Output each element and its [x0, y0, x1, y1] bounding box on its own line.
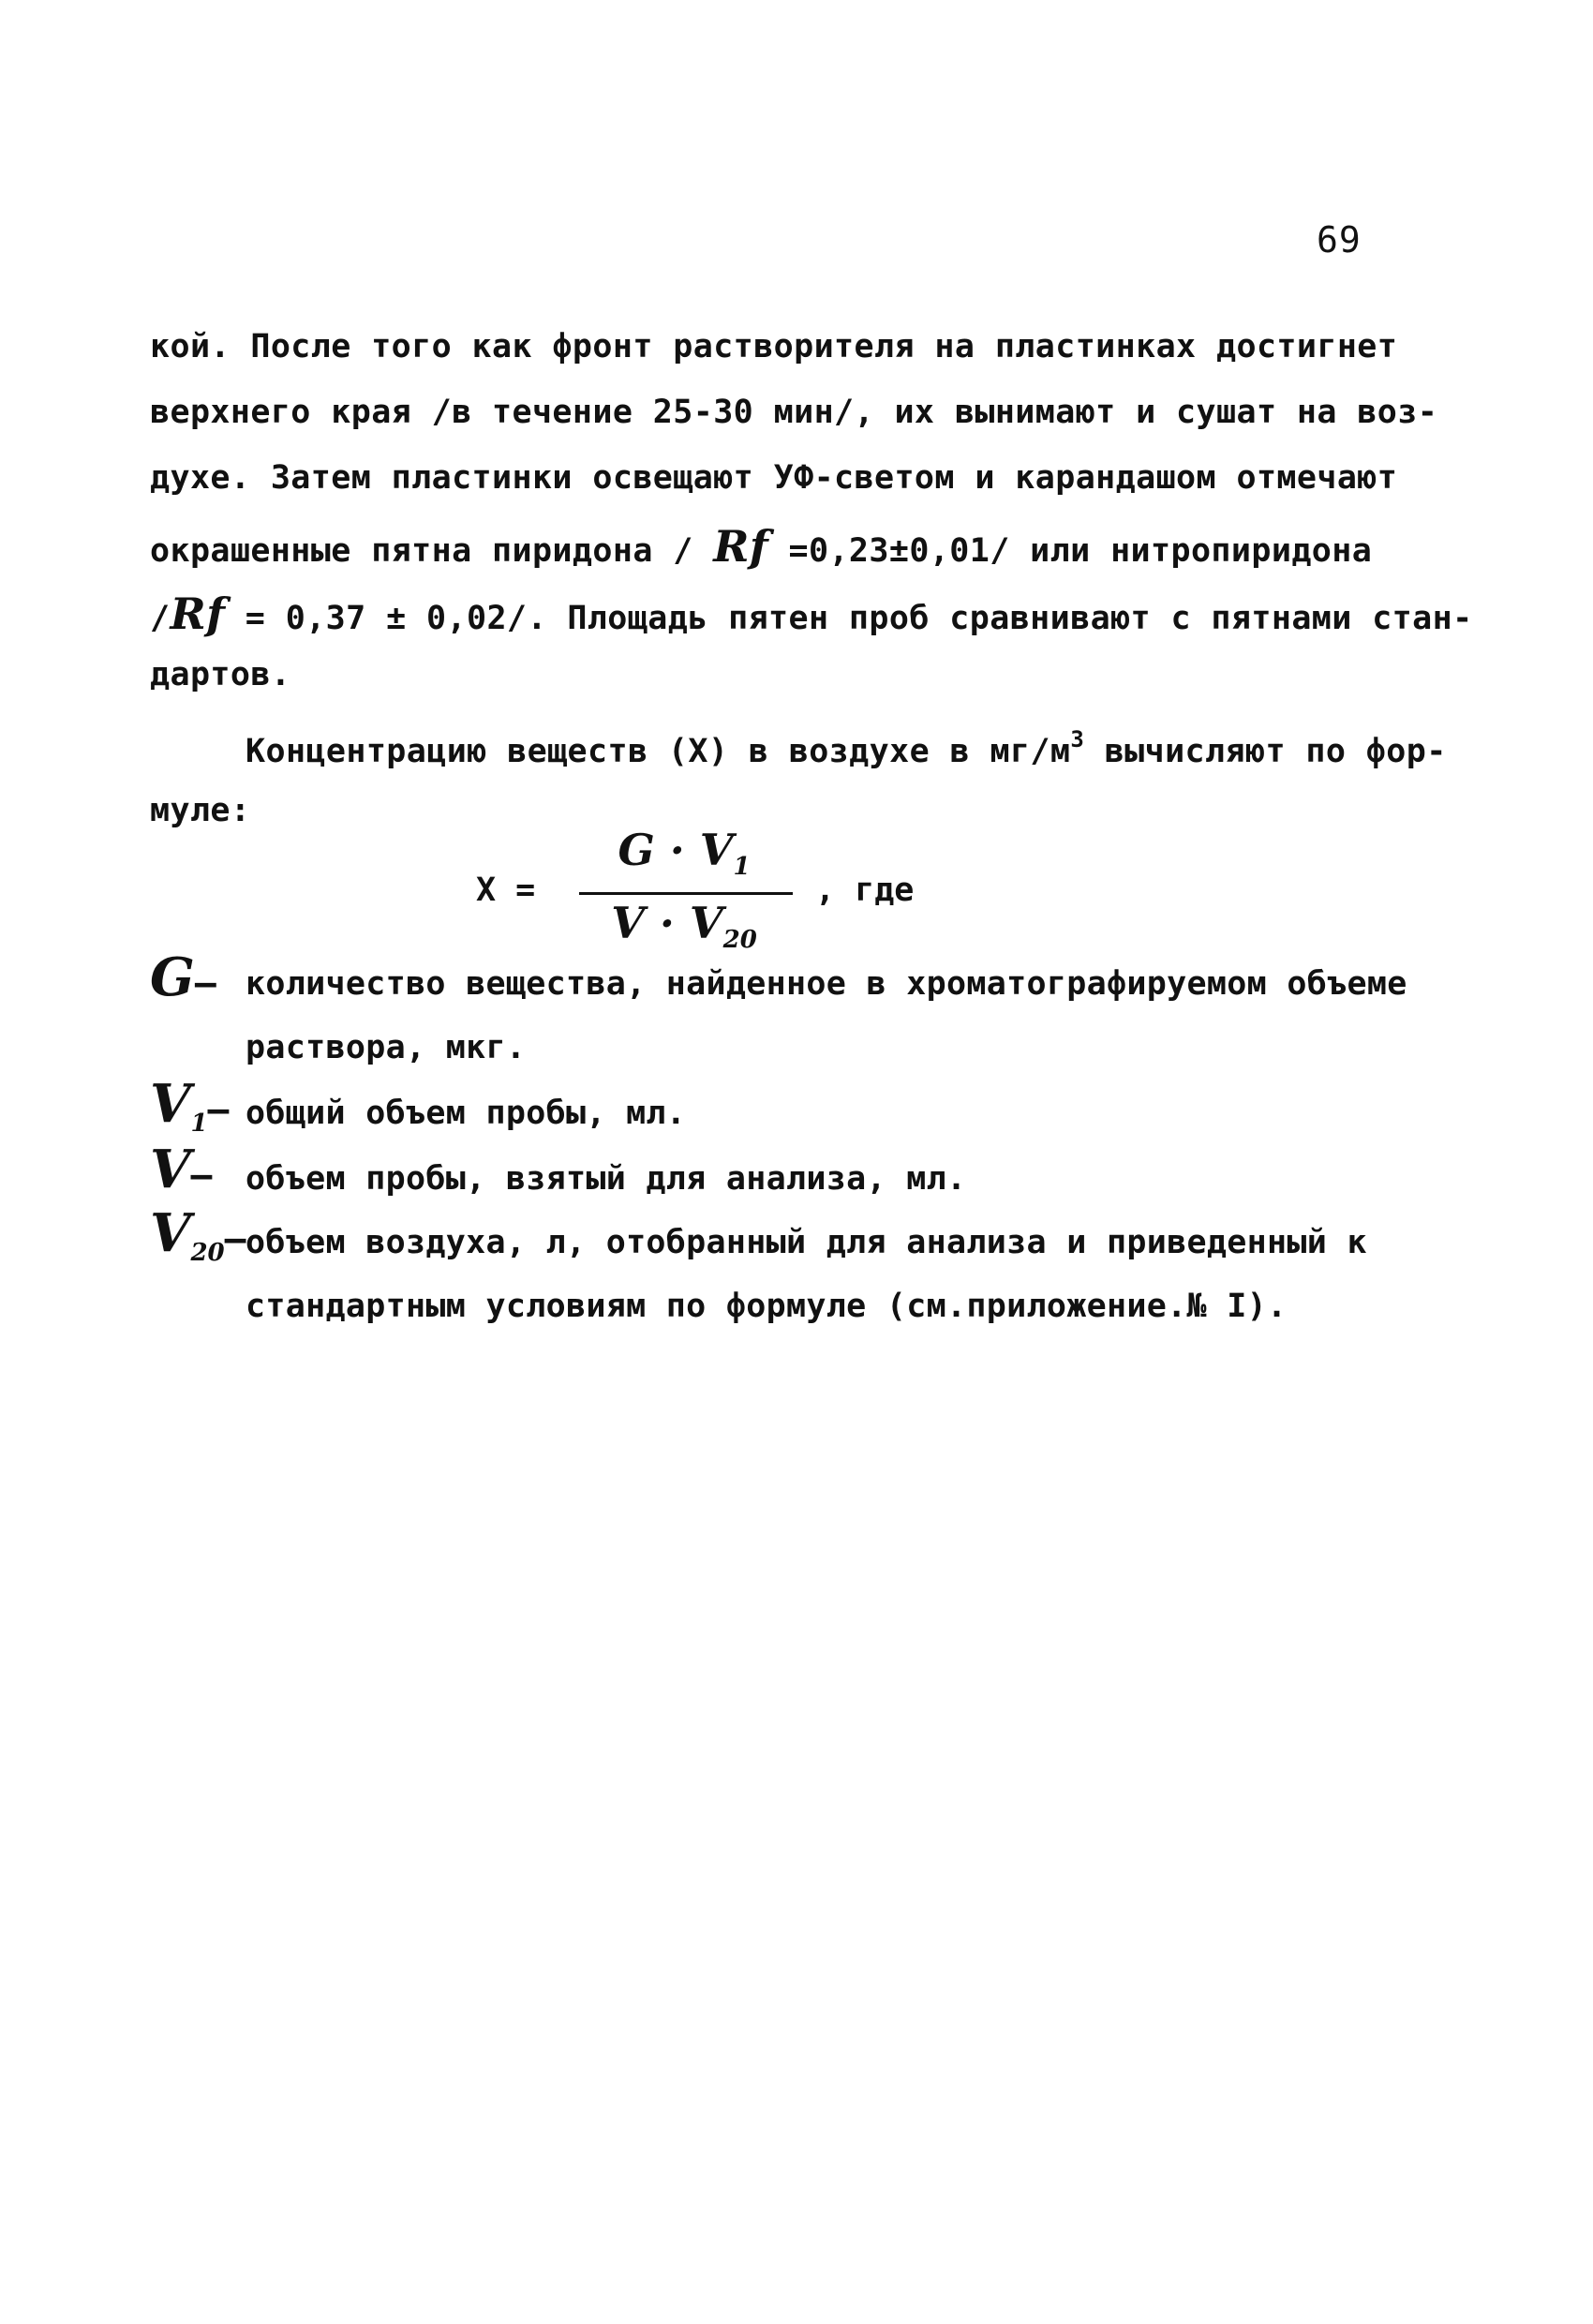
- definition-g-line1: количество вещества, найденное в хроматографируемом объеме: [246, 965, 1407, 1003]
- paragraph1-line4-pre: окрашенные пятна пиридона /: [150, 532, 714, 570]
- formula-numerator-main: G · V: [618, 825, 734, 875]
- definition-v1-line1: общий объем пробы, мл.: [246, 1095, 687, 1132]
- formula-denominator-sub: 20: [722, 926, 757, 954]
- paragraph1-line4-post: =0,23±0,01/ или нитропиридона: [768, 532, 1373, 570]
- rf-symbol: Rf: [170, 588, 226, 639]
- definition-symbol-v: V–: [150, 1139, 213, 1200]
- paragraph2-line1-post: вычисляют по фор-: [1084, 733, 1447, 770]
- paragraph1-line5-pre: /: [150, 600, 171, 637]
- paragraph1-line5-post: = 0,37 ± 0,02/. Площадь пятен проб сравнивают с пятнами стан-: [225, 600, 1473, 637]
- formula-trailing: , где: [815, 872, 915, 909]
- paragraph1-line5: [150, 588, 1473, 639]
- paragraph2-line1-sup: 3: [1070, 726, 1085, 752]
- fraction-bar: [579, 892, 793, 895]
- definition-symbol-v1: V1–: [150, 1073, 230, 1138]
- formula: [476, 825, 963, 965]
- definition-symbol-g: G–: [150, 946, 216, 1008]
- page-number: 69: [1317, 219, 1362, 261]
- formula-denominator-main: V · V: [611, 898, 723, 948]
- definition-symbol-v20: V20–: [150, 1202, 246, 1267]
- rf-symbol: Rf: [713, 521, 769, 572]
- definition-v20-line1: объем воздуха, л, отобранный для анализа и приведенный к: [246, 1224, 1367, 1261]
- formula-numerator-sub: 1: [733, 853, 751, 881]
- paragraph1-line6: дартов.: [150, 656, 291, 693]
- paragraph1-line3: духе. Затем пластинки освещают УФ-светом и карандашом отмечают: [150, 459, 1398, 497]
- paragraph2-line2: муле:: [150, 792, 251, 829]
- formula-lhs: X =: [476, 872, 536, 909]
- formula-denominator: [581, 898, 787, 954]
- paragraph1-line2: верхнего края /в течение 25-30 мин/, их вынимают и сушат на воз-: [150, 394, 1438, 431]
- definition-v-line1: объем пробы, взятый для анализа, мл.: [246, 1160, 967, 1198]
- definition-g-line2: раствора, мкг.: [246, 1029, 527, 1066]
- paragraph1-line1: кой. После того как фронт растворителя на пластинках достигнет: [150, 328, 1398, 365]
- paragraph1-line4: [150, 521, 1372, 572]
- formula-numerator: [581, 825, 787, 881]
- definition-v20-line2: стандартным условиям по формуле (см.приложение.№ I).: [246, 1288, 1288, 1325]
- paragraph2-line1-pre: Концентрацию веществ (X) в воздухе в мг/м: [246, 733, 1071, 770]
- paragraph2-line1: [246, 726, 1447, 770]
